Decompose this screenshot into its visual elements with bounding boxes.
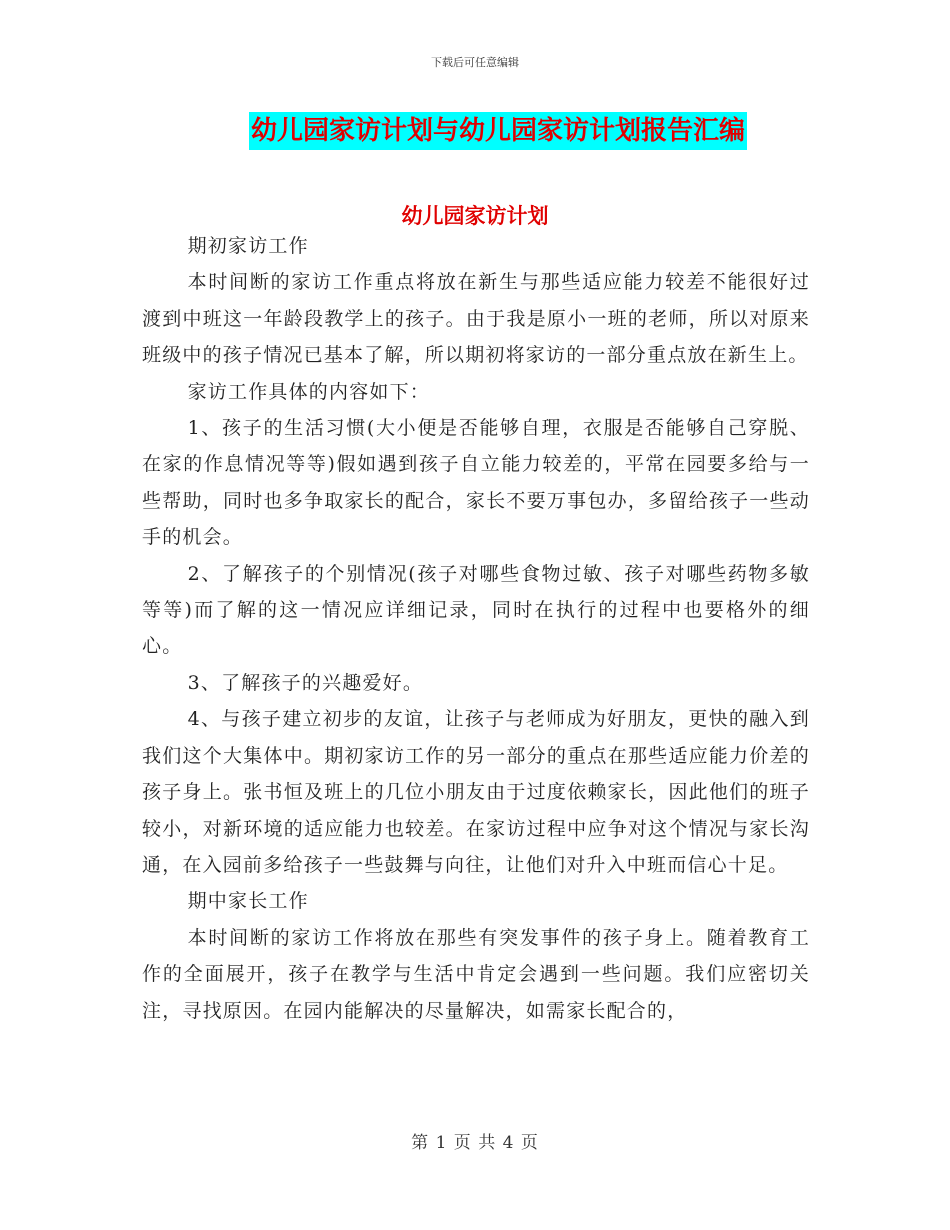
section-title: 幼儿园家访计划: [401, 203, 549, 228]
paragraph: 本时间断的家访工作重点将放在新生与那些适应能力较差不能很好过渡到中班这一年龄段教学上的孩子。由于我是原小一班的老师，所以对原来班级中的孩子情况已基本了解，所以期初将家访的一部分重点放在新生上。: [142, 271, 810, 367]
paragraph: 1、孩子的生活习惯(大小便是否能够自理，衣服是否能够自己穿脱、在家的作息情况等等)假如遇到孩子自立能力较差的，平常在园要多给与一些帮助，同时也多争取家长的配合，家长不要万事包办，多留给孩子一些动手的机会。: [142, 417, 810, 549]
main-title-container: [0, 112, 950, 150]
page-number-footer: 第 1 页 共 4 页: [411, 1133, 539, 1153]
page-header-note: 下载后可任意编辑: [431, 56, 519, 69]
document-body: [142, 228, 810, 1029]
paragraph: 期初家访工作: [187, 235, 309, 257]
paragraph: 2、了解孩子的个别情况(孩子对哪些食物过敏、孩子对哪些药物多敏等等)而了解的这一情况应详细记录，同时在执行的过程中也要格外的细心。: [142, 562, 810, 658]
paragraph: 4、与孩子建立初步的友谊，让孩子与老师成为好朋友，更快的融入到我们这个大集体中。期初家访工作的另一部分的重点在那些适应能力价差的孩子身上。张书恒及班上的几位小朋友由于过度依赖家长，因此他们的班子较小，对新环境的适应能力也较差。在家访过程中应争对这个情况与家长沟通，在入园前多给孩子一些鼓舞与向往，让他们对升入中班而信心十足。: [142, 708, 810, 876]
document-main-title: 幼儿园家访计划与幼儿园家访计划报告汇编: [249, 112, 747, 150]
paragraph: 期中家长工作: [187, 890, 309, 913]
paragraph: 3、了解孩子的兴趣爱好。: [187, 671, 424, 694]
paragraph: 本时间断的家访工作将放在那些有突发事件的孩子身上。随着教育工作的全面展开，孩子在教学与生活中肯定会遇到一些问题。我们应密切关注，寻找原因。在园内能解决的尽量解决，如需家长配合的，: [142, 926, 810, 1022]
paragraph: 家访工作具体的内容如下：: [187, 380, 430, 403]
